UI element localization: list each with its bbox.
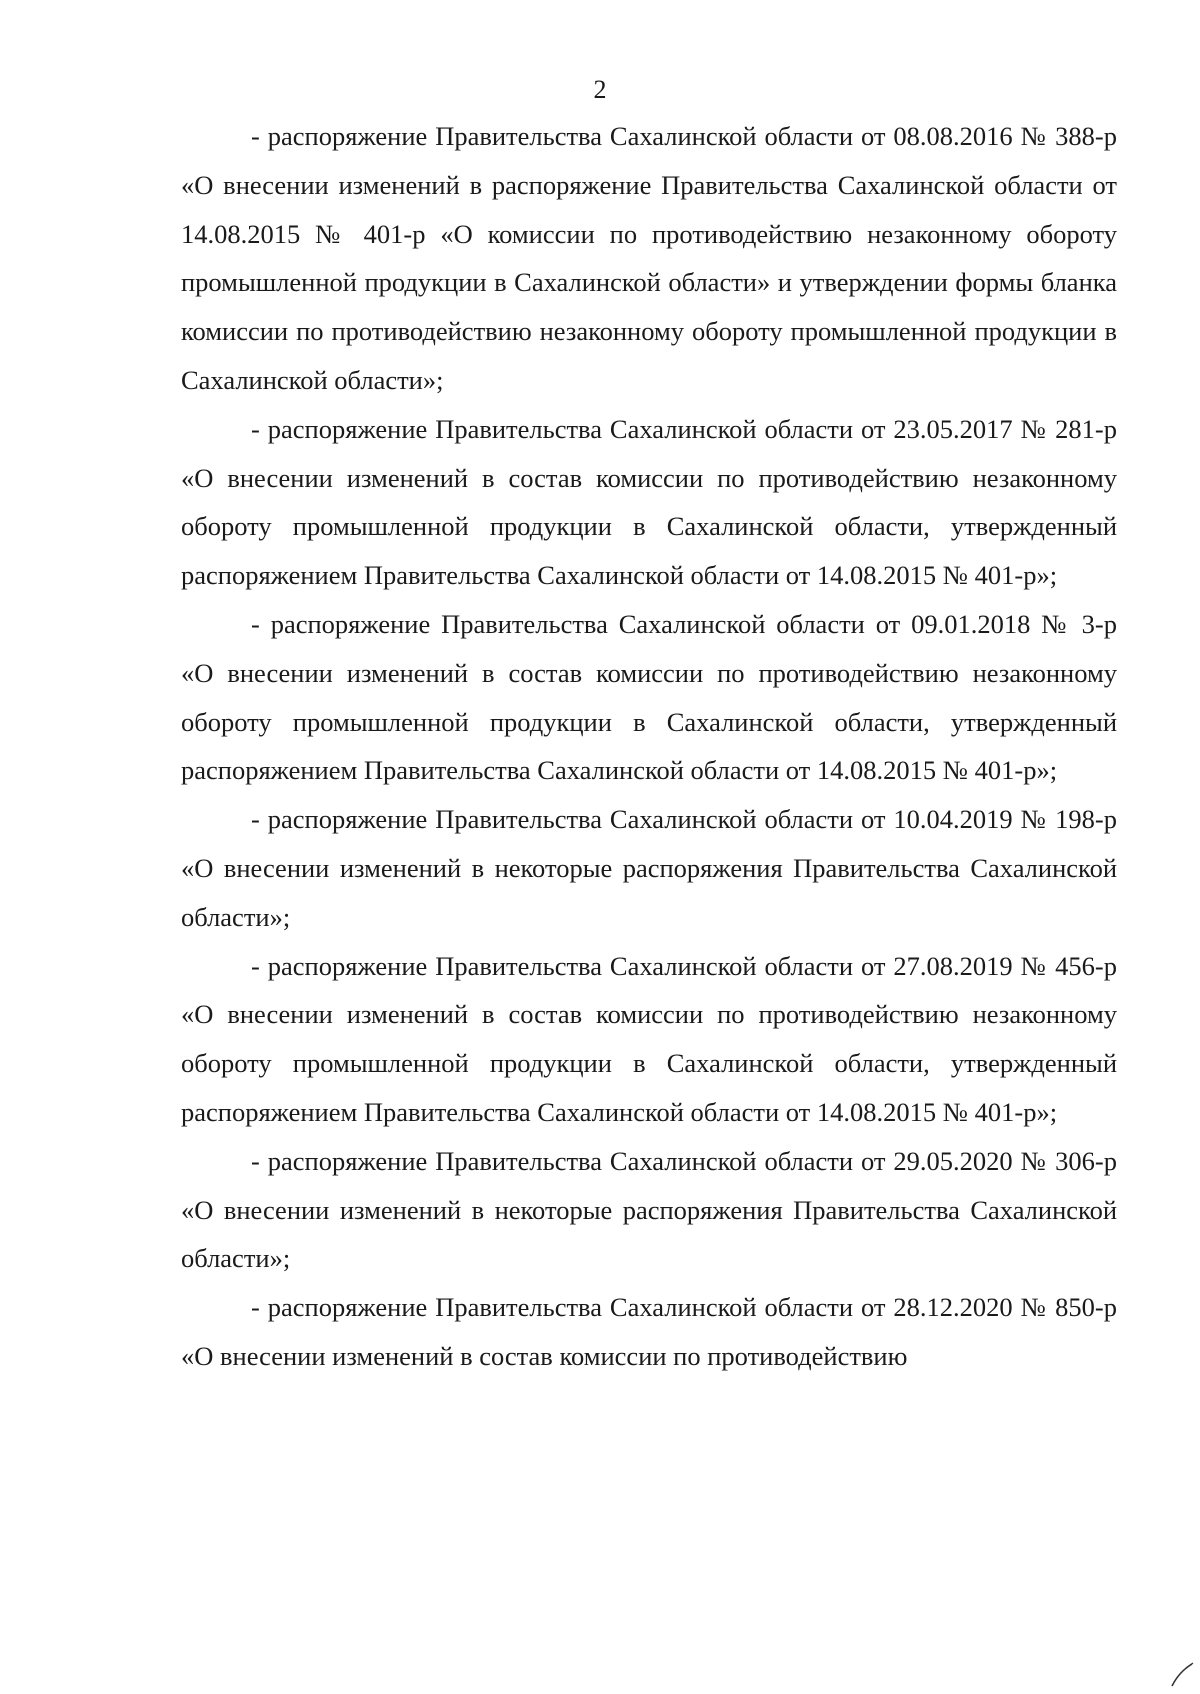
list-item: - распоряжение Правительства Сахалинской области от 28.12.2020 № 850-р «О внесении изменений в состав комиссии по противодействию [181,1292,1117,1371]
list-item: - распоряжение Правительства Сахалинской области от 23.05.2017 № 281-р «О внесении изменений в состав комиссии по противодействию незаконному обороту промышленной продукции в Сахалинской области, утвержденный распоряжением Правительства Сахалинской области от 14.08.2015 № 401-р»; [181,413,1117,591]
list-item: - распоряжение Правительства Сахалинской области от 29.05.2020 № 306-р «О внесении изменений в некоторые распоряжения Правительства Сахалинской области»; [181,1145,1117,1274]
page-number: 2 [593,75,607,104]
document-body [181,112,1117,1381]
list-item: - распоряжение Правительства Сахалинской области от 27.08.2019 № 456-р «О внесении изменений в состав комиссии по противодействию незаконному обороту промышленной продукции в Сахалинской области, утвержденный распоряжением Правительства Сахалинской области от 14.08.2015 № 401-р»; [181,950,1117,1127]
list-item: - распоряжение Правительства Сахалинской области от 09.01.2018 № 3-р «О внесении изменений в состав комиссии по противодействию незаконному обороту промышленной продукции в Сахалинской области, утвержденный распоряжением Правительства Сахалинской области от 14.08.2015 № 401-р»; [181,608,1117,786]
list-item: - распоряжение Правительства Сахалинской области от 10.04.2019 № 198-р «О внесении изменений в некоторые распоряжения Правительства Сахалинской области»; [181,804,1117,932]
list-item: - распоряжение Правительства Сахалинской области от 08.08.2016 № 388-р «О внесении изменений в распоряжение Правительства Сахалинской области от 14.08.2015 № 401-р «О комиссии по противодействию незаконному обороту промышленной продукции в Сахалинской области» и утверждении формы бланка комиссии по противодействию незаконному обороту промышленной продукции в Сахалинской области»; [181,121,1117,395]
pen-mark-icon [1166,1660,1196,1688]
